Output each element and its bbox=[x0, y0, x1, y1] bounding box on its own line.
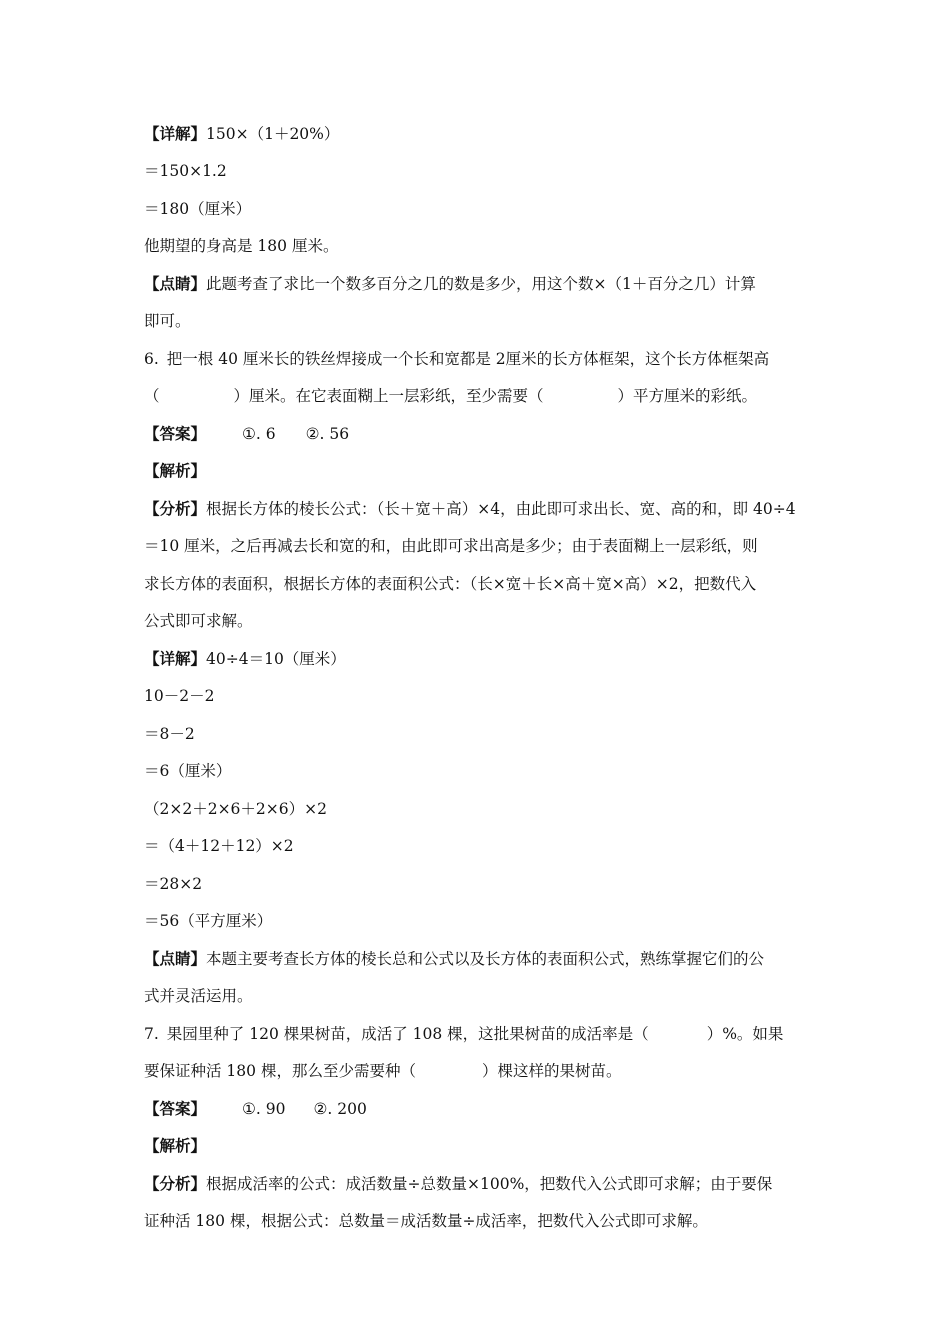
q6-detail-line-3: ＝8－2 bbox=[144, 725, 195, 743]
detail-tag: 【详解】 bbox=[144, 649, 207, 668]
question-text: 要保证种活 180 棵，那么至少需要种（ bbox=[144, 1062, 416, 1080]
q6-question-line-1 bbox=[144, 349, 824, 369]
question-text: ）棵这样的果树苗。 bbox=[481, 1062, 622, 1080]
q5-comment-line-1 bbox=[144, 274, 824, 294]
q6-detail-line-5: （2×2＋2×6＋2×6）×2 bbox=[144, 800, 327, 818]
q7-answer bbox=[144, 1099, 824, 1119]
q6-analysis-tag: 【解析】 bbox=[144, 461, 207, 480]
question-number: 6. bbox=[144, 350, 159, 368]
q6-detail-line-2: 10－2－2 bbox=[144, 687, 215, 705]
q5-detail-line-1 bbox=[144, 124, 824, 144]
q6-analysis-line-2: ＝10 厘米，之后再减去长和宽的和，由此即可求出高是多少；由于表面糊上一层彩纸，则 bbox=[144, 537, 758, 555]
q6-answer bbox=[144, 424, 824, 444]
detail-tag: 【详解】 bbox=[144, 124, 207, 143]
q7-analysis-line-2: 证种活 180 棵，根据公式：总数量＝成活数量÷成活率，把数代入公式即可求解。 bbox=[144, 1212, 708, 1230]
q7-question-line-1 bbox=[144, 1024, 824, 1044]
detail-text: 40÷4＝10（厘米） bbox=[206, 650, 346, 668]
q5-conclusion: 他期望的身高是 180 厘米。 bbox=[144, 237, 339, 255]
q7-analysis-tag: 【解析】 bbox=[144, 1136, 207, 1155]
question-text: 果园里种了 120 棵果树苗，成活了 108 棵，这批果树苗的成活率是（ bbox=[166, 1025, 649, 1043]
question-text: ）厘米。在它表面糊上一层彩纸，至少需要（ bbox=[233, 387, 544, 405]
answer-value: ①. 90 bbox=[242, 1100, 286, 1118]
comment-text: 本题主要考查长方体的棱长总和公式以及长方体的表面积公式，熟练掌握它们的公 bbox=[206, 950, 765, 968]
q5-detail-line-2: ＝150×1.2 bbox=[144, 162, 227, 180]
analysis-head: 【分析】 bbox=[144, 499, 207, 518]
answer-tag: 【答案】 bbox=[144, 424, 207, 443]
q6-detail-line-4: ＝6（厘米） bbox=[144, 762, 232, 780]
q6-comment-line-2: 式并灵活运用。 bbox=[144, 987, 253, 1005]
answer-value: ②. 200 bbox=[313, 1100, 367, 1118]
detail-text: 150×（1＋20%） bbox=[206, 125, 340, 143]
analysis-head: 【分析】 bbox=[144, 1174, 207, 1193]
analysis-text: 根据成活率的公式：成活数量÷总数量×100%，把数代入公式即可求解；由于要保 bbox=[206, 1175, 773, 1193]
q6-comment-line-1 bbox=[144, 949, 824, 969]
q6-analysis-line-4: 公式即可求解。 bbox=[144, 612, 253, 630]
q5-detail-line-3: ＝180（厘米） bbox=[144, 200, 252, 218]
question-text: ）%。如果 bbox=[706, 1025, 784, 1043]
analysis-text: 根据长方体的棱长公式：（长＋宽＋高）×4，由此即可求出长、宽、高的和，即 40÷4 bbox=[206, 500, 796, 518]
q5-comment-line-2: 即可。 bbox=[144, 312, 191, 330]
q7-analysis-line-1 bbox=[144, 1174, 824, 1194]
q7-question-line-2 bbox=[144, 1061, 824, 1081]
comment-tag: 【点睛】 bbox=[144, 949, 207, 968]
q6-detail-line-8: ＝56（平方厘米） bbox=[144, 912, 273, 930]
comment-tag: 【点睛】 bbox=[144, 274, 207, 293]
question-text: 把一根 40 厘米长的铁丝焊接成一个长和宽都是 2厘米的长方体框架，这个长方体框架高 bbox=[166, 350, 770, 368]
comment-text: 此题考查了求比一个数多百分之几的数是多少，用这个数×（1＋百分之几）计算 bbox=[206, 275, 756, 293]
q6-analysis-line-3: 求长方体的表面积，根据长方体的表面积公式：（长×宽＋长×高＋宽×高）×2，把数代入 bbox=[144, 575, 757, 593]
q6-detail-line-7: ＝28×2 bbox=[144, 875, 203, 893]
answer-value: ①. 6 bbox=[242, 425, 276, 443]
question-text: （ bbox=[144, 387, 160, 405]
question-text: ）平方厘米的彩纸。 bbox=[617, 387, 758, 405]
question-number: 7. bbox=[144, 1025, 159, 1043]
answer-value: ②. 56 bbox=[305, 425, 350, 443]
answer-tag: 【答案】 bbox=[144, 1099, 207, 1118]
q6-question-line-2 bbox=[144, 386, 824, 406]
q6-detail-line-1 bbox=[144, 649, 824, 669]
q6-detail-line-6: ＝（4＋12＋12）×2 bbox=[144, 837, 294, 855]
q6-analysis-line-1 bbox=[144, 499, 824, 519]
